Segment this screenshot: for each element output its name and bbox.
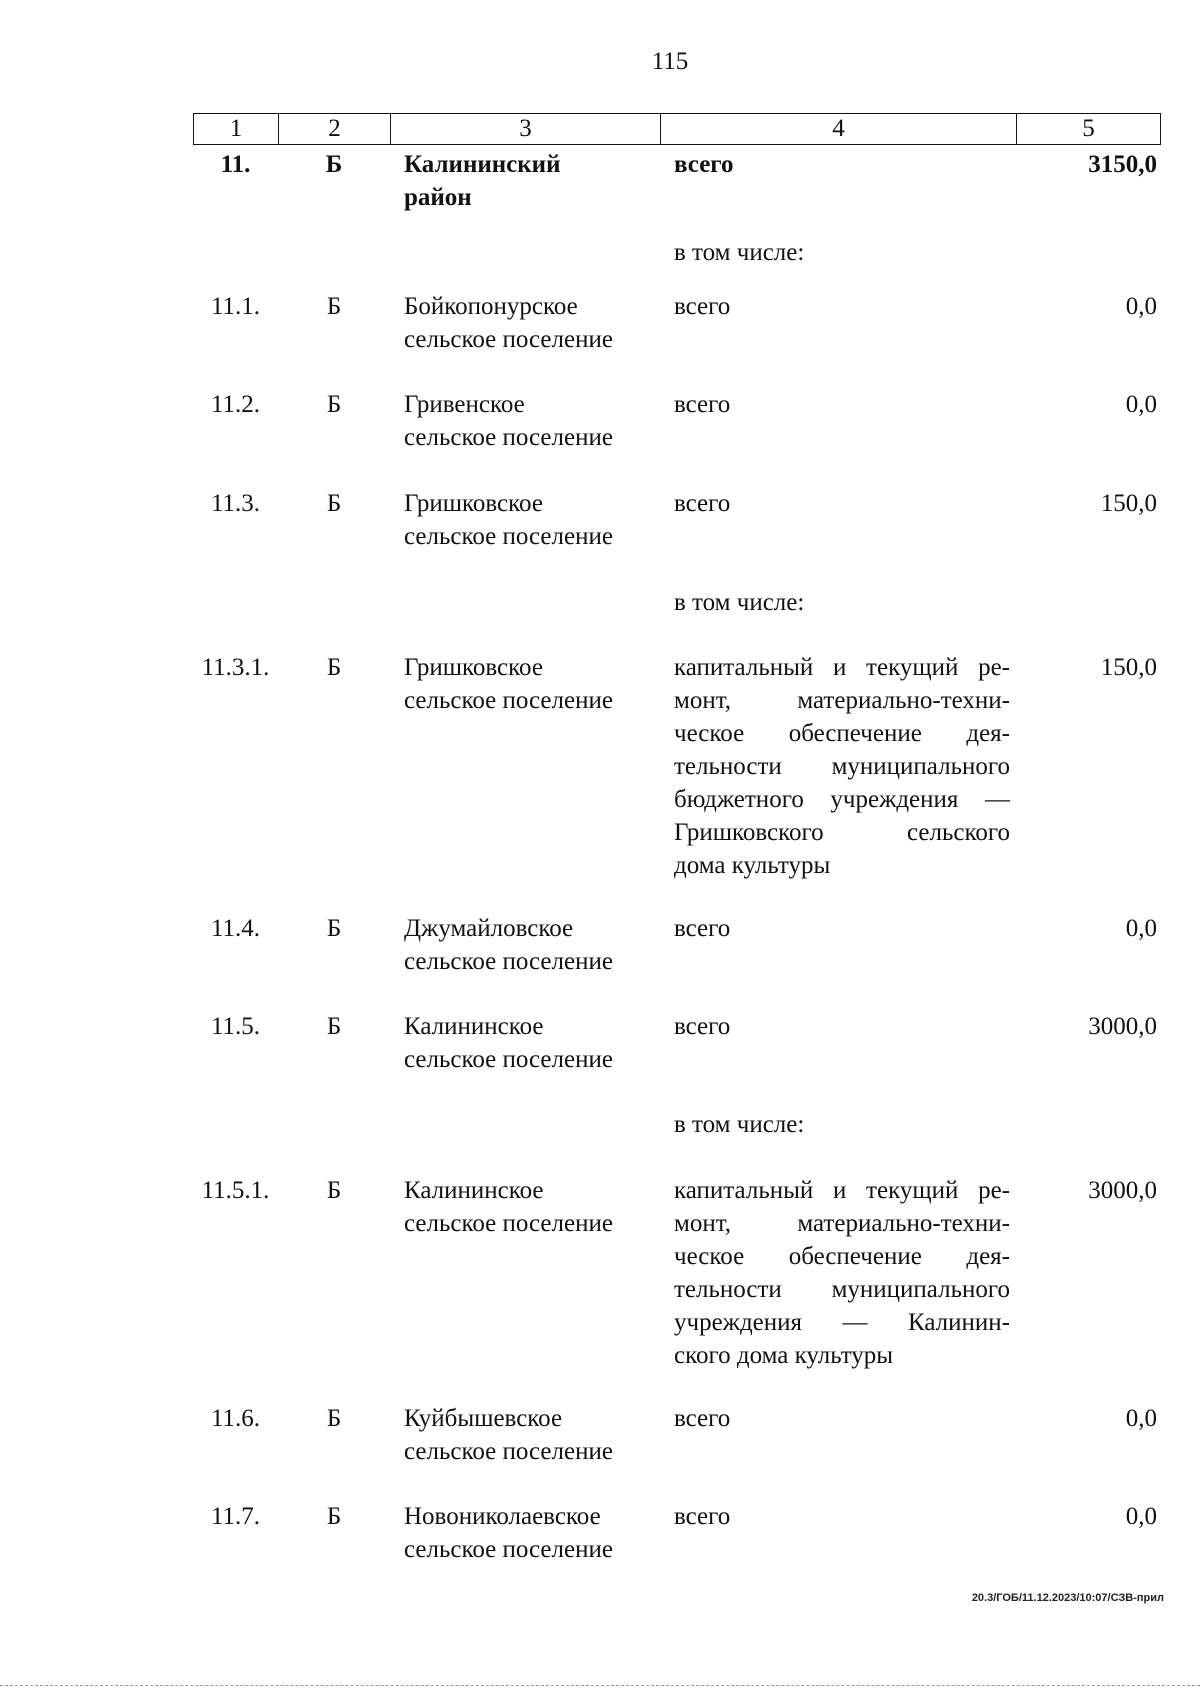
row-code: Б (326, 490, 342, 517)
row-code: Б (326, 293, 342, 320)
description-line: капитальный и текущий ре- (674, 1177, 1010, 1204)
row-code: Б (326, 915, 342, 942)
row-value: 0,0 (1125, 1405, 1157, 1432)
row-description: всего (674, 1405, 731, 1432)
row-number: 11.3. (210, 490, 261, 517)
row-description: в том числе: (674, 589, 805, 616)
row-code: Б (326, 391, 342, 418)
header-col-2: 2 (279, 114, 391, 144)
row-value: 0,0 (1125, 391, 1157, 418)
header-col-1: 1 (194, 114, 279, 144)
description-line: бюджетного учреждения — (674, 786, 1010, 813)
header-col-4: 4 (661, 114, 1017, 144)
description-line: Гришковского сельского (674, 819, 1010, 846)
row-name: Джумайловское сельское поселение (404, 915, 613, 975)
header-col-5: 5 (1082, 115, 1095, 142)
row-value: 3000,0 (1088, 1013, 1157, 1040)
row-description: всего (674, 1503, 731, 1530)
row-description: всего (674, 293, 731, 320)
row-code: Б (326, 1013, 342, 1040)
row-name: Калининское сельское поселение (404, 1013, 613, 1073)
document-code: 20.3/ГОБ/11.12.2023/10:07/СЗВ-прил (971, 1592, 1164, 1604)
row-code: Б (326, 1177, 342, 1204)
row-description: в том числе: (674, 1111, 805, 1138)
table-header (193, 113, 1161, 145)
row-description: всего (674, 391, 731, 418)
row-value: 150,0 (1100, 654, 1157, 681)
row-value: 3150,0 (1088, 151, 1157, 178)
row-number: 11.7. (210, 1503, 261, 1530)
row-description: всего (674, 151, 734, 178)
scan-edge-line (0, 1685, 1200, 1686)
description-line: монт, материально-техни- (674, 1210, 1010, 1237)
row-name: Калининский район (404, 151, 561, 211)
row-code: Б (326, 1503, 342, 1530)
row-name: Калининское сельское поселение (404, 1177, 613, 1237)
row-name: Куйбышевское сельское поселение (404, 1405, 613, 1465)
row-number: 11.6. (210, 1405, 261, 1432)
row-description: всего (674, 490, 731, 517)
row-value: 0,0 (1125, 293, 1157, 320)
row-description: всего (674, 915, 731, 942)
row-number: 11.4. (210, 915, 261, 942)
description-line: учреждения — Калинин- (674, 1309, 1010, 1336)
row-value: 0,0 (1125, 915, 1157, 942)
row-code: Б (326, 654, 342, 681)
row-name: Новониколаевское сельское поселение (404, 1503, 613, 1563)
row-number: 11. (220, 151, 251, 178)
row-code: Б (326, 1405, 342, 1432)
row-number: 11.3.1. (201, 654, 270, 681)
header-col-3: 3 (391, 114, 661, 144)
row-description: в том числе: (674, 239, 805, 266)
description-line: монт, материально-техни- (674, 687, 1010, 714)
description-line: тельности муниципального (674, 1276, 1010, 1303)
description-line: капитальный и текущий ре- (674, 654, 1010, 681)
row-number: 11.5. (210, 1013, 261, 1040)
row-name: Бойкопонурское сельское поселение (404, 293, 613, 353)
row-number: 11.5.1. (201, 1177, 270, 1204)
row-description (674, 1174, 1010, 1372)
row-code: Б (325, 151, 343, 178)
row-number: 11.1. (210, 293, 261, 320)
description-line: дома культуры (674, 852, 831, 879)
row-value: 3000,0 (1088, 1177, 1157, 1204)
description-line: ского дома культуры (674, 1342, 894, 1369)
row-number: 11.2. (210, 391, 261, 418)
description-line: тельности муниципального (674, 753, 1010, 780)
row-value: 150,0 (1100, 490, 1157, 517)
row-value: 0,0 (1125, 1503, 1157, 1530)
description-line: ческое обеспечение дея- (674, 1243, 1010, 1270)
row-description: всего (674, 1013, 731, 1040)
row-name: Гришковское сельское поселение (404, 654, 613, 714)
row-name: Гривенское сельское поселение (404, 391, 613, 451)
description-line: ческое обеспечение дея- (674, 720, 1010, 747)
page-number: 115 (651, 48, 689, 75)
row-name: Гришковское сельское поселение (404, 490, 613, 550)
row-description (674, 651, 1010, 882)
